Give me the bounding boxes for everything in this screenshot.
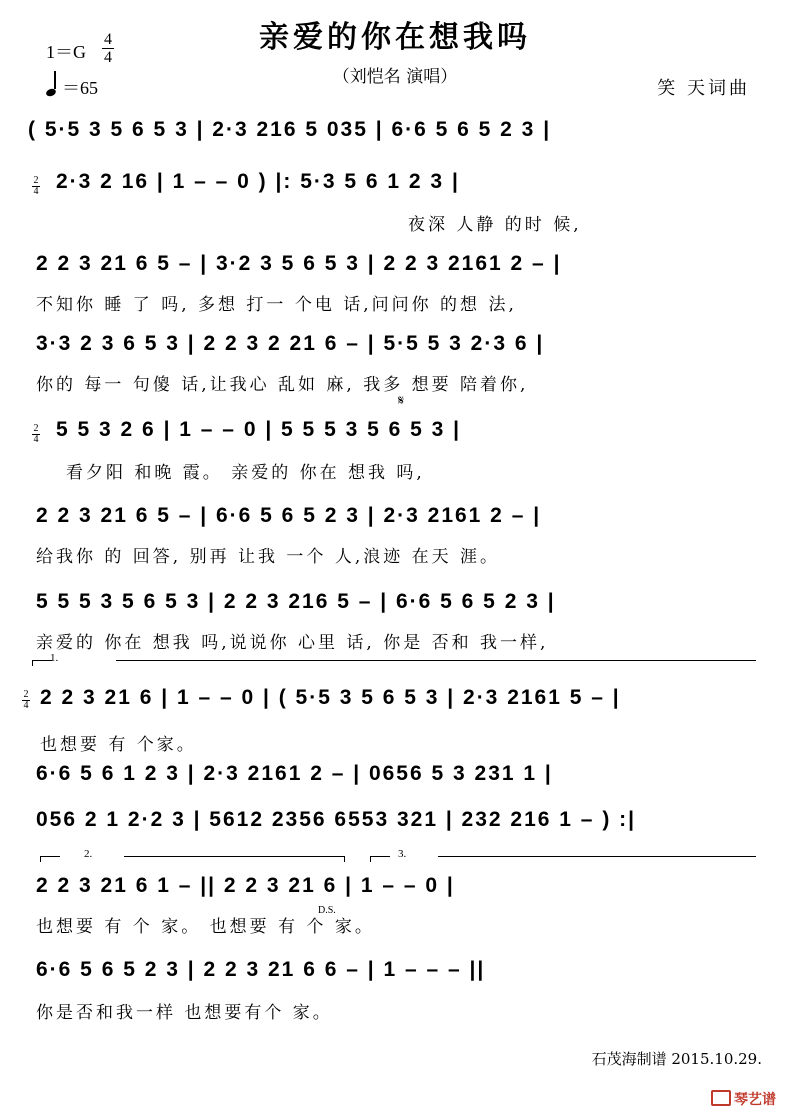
- score-row-11-music: 2 2 3 21 6 1 – || 2 2 3 21 6 | 1 – – 0 |: [36, 874, 455, 897]
- logo-icon: [711, 1090, 731, 1106]
- performer-subtitle: （刘恺名 演唱）: [332, 67, 458, 87]
- score-row-9-music: 6·6 5 6 1 2 3 | 2·3 2161 2 – | 0656 5 3 231 1 |: [36, 762, 553, 785]
- score-row-3-lyrics: 不知你 睡 了 吗, 多想 打一 个电 话,问问你 的想 法,: [36, 295, 517, 315]
- score-row-12-lyrics: 你是否和我一样 也想要有个 家。: [36, 1003, 333, 1023]
- score-row-7-music: 5 5 5 3 5 6 5 3 | 2 2 3 216 5 – | 6·6 5 6 5 2 3 |: [36, 590, 556, 613]
- score-row-10-music: 056 2 1 2·2 3 | 5612 2356 6553 321 | 232 216 1 – ) :|: [36, 808, 637, 831]
- score-row-8-music: 2 2 3 21 6 | 1 – – 0 | ( 5·5 3 5 6 5 3 | 2·3 2161 5 – |: [40, 686, 621, 709]
- time-change-2-4: 2 4: [33, 175, 39, 197]
- score-row-2-music: 2·3 2 16 | 1 – – 0 ) |: 5·3 5 6 1 2 3 |: [56, 170, 460, 193]
- tempo-marking: [46, 74, 98, 100]
- score-row-11-lyrics: 也想要 有 个 家。 也想要 有 个 家。: [36, 917, 375, 937]
- score-row-5-music: 5 5 3 2 6 | 1 – – 0 | 5 5 5 3 5 6 5 3 |: [56, 418, 462, 441]
- segno-sign: 𝄋: [398, 394, 405, 409]
- time-change-2-4: 2 4: [33, 423, 39, 445]
- quarter-note-icon: [45, 88, 57, 98]
- site-logo: [711, 1088, 776, 1109]
- transcriber-credit: 石茂海制谱 2015.10.29.: [591, 1050, 762, 1068]
- logo-text: 琴艺谱: [734, 1092, 776, 1108]
- composer-credit: 笑 天词曲: [657, 78, 750, 99]
- score-row-4-music: 3·3 2 3 6 5 3 | 2 2 3 2 21 6 – | 5·5 5 3 2·3 6 |: [36, 332, 545, 355]
- time-sig-top: 4: [104, 31, 112, 48]
- score-row-6-lyrics: 给我你 的 回答, 别再 让我 一个 人,浪迹 在天 涯。: [36, 547, 501, 567]
- time-change-2-4: 2 4: [23, 689, 29, 711]
- score-row-7-lyrics: 亲爱的 你在 想我 吗,说说你 心里 话, 你是 否和 我一样,: [36, 633, 549, 653]
- score-row-4-lyrics: 你的 每一 句傻 话,让我心 乱如 麻, 我多 想要 陪着你,: [36, 375, 529, 395]
- score-row-12-music: 6·6 5 6 5 2 3 | 2 2 3 21 6 6 – | 1 – – – ||: [36, 958, 486, 981]
- score-row-1-music: ( 5·5 3 5 6 5 3 | 2·3 216 5 035 | 6·6 5 6 5 2 3 |: [28, 118, 552, 141]
- song-title: 亲爱的你在想我吗: [259, 20, 531, 55]
- time-signature: [102, 32, 114, 65]
- score-row-3-music: 2 2 3 21 6 5 – | 3·2 3 5 6 5 3 | 2 2 3 2161 2 – |: [36, 252, 562, 275]
- tempo-value: ＝65: [62, 78, 98, 98]
- volta-1-label: 1.: [50, 652, 59, 664]
- score-row-8-lyrics: 也想要 有 个家。: [40, 735, 197, 755]
- time-sig-bottom: 4: [104, 49, 112, 66]
- score-row-2-lyrics: 夜深 人静 的时 候,: [408, 215, 582, 235]
- ds-marking: D.S.: [318, 905, 336, 916]
- score-row-5-lyrics: 看夕阳 和晚 霞。 亲爱的 你在 想我 吗,: [66, 463, 425, 483]
- volta-3-label: 3.: [398, 848, 407, 860]
- score-row-6-music: 2 2 3 21 6 5 – | 6·6 5 6 5 2 3 | 2·3 2161 2 – |: [36, 504, 542, 527]
- volta-2-label: 2.: [84, 848, 93, 860]
- key-signature: 1＝G: [46, 42, 86, 62]
